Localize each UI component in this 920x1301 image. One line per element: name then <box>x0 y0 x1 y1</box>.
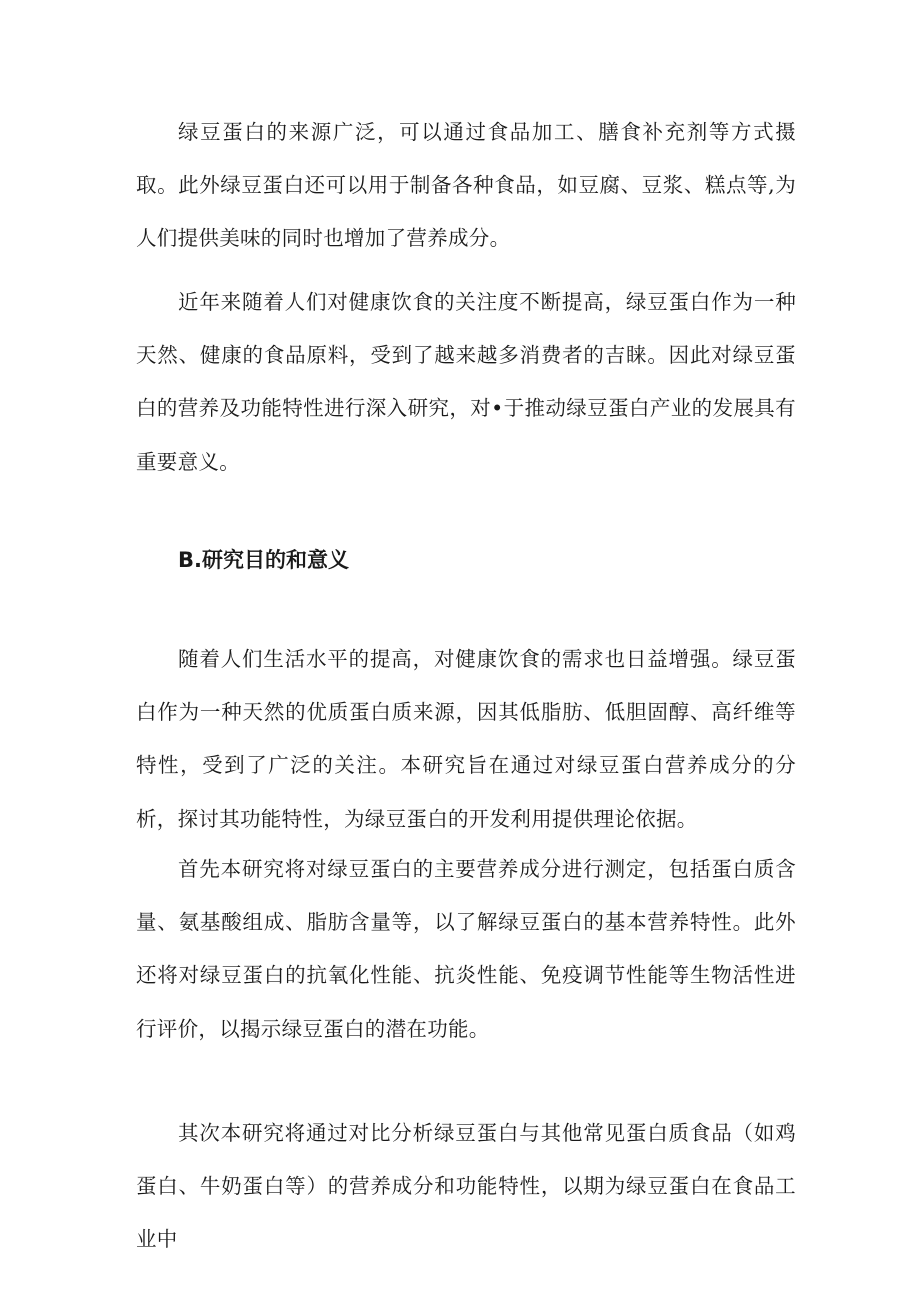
paragraph-source-of-mung-bean-protein: 绿豆蛋白的来源广泛，可以通过食品加工、膳食补充剂等方式摄取。此外绿豆蛋白还可以用于制备各种食品，如豆腐、豆浆、糕点等,为人们提供美味的同时也增加了营养成分。 <box>136 120 796 251</box>
paragraph-research-purpose: 随着人们生活水平的提高，对健康饮食的需求也日益增强。绿豆蛋白作为一种天然的优质蛋白质来源，因其低脂肪、低胆固醇、高纤维等特性，受到了广泛的关注。本研究旨在通过对绿豆蛋白营养成分的分析，探讨其功能特性，为绿豆蛋白的开发利用提供理论依据。 <box>136 647 796 831</box>
paragraph-research-background: 近年来随着人们对健康饮食的关注度不断提高，绿豆蛋白作为一种天然、健康的食品原料，受到了越来越多消费者的吉睐。因此对绿豆蛋白的营养及功能特性进行深入研究，对•于推动绿豆蛋白产业的发展具有重要意义。 <box>136 290 796 474</box>
paragraph-nutrient-analysis: 首先本研究将对绿豆蛋白的主要营养成分进行测定，包括蛋白质含量、氨基酸组成、脂肪含量等，以了解绿豆蛋白的基本营养特性。此外还将对绿豆蛋白的抗氧化性能、抗炎性能、免疫调节性能等生物活性进行评价，以揭示绿豆蛋白的潜在功能。 <box>136 857 796 1041</box>
section-heading: B.研究目的和意义 <box>178 548 349 572</box>
paragraph-comparative-analysis: 其次本研究将通过对比分析绿豆蛋白与其他常见蛋白质食品（如鸡蛋白、牛奶蛋白等）的营养成分和功能特性，以期为绿豆蛋白在食品工业中 <box>136 1121 796 1252</box>
